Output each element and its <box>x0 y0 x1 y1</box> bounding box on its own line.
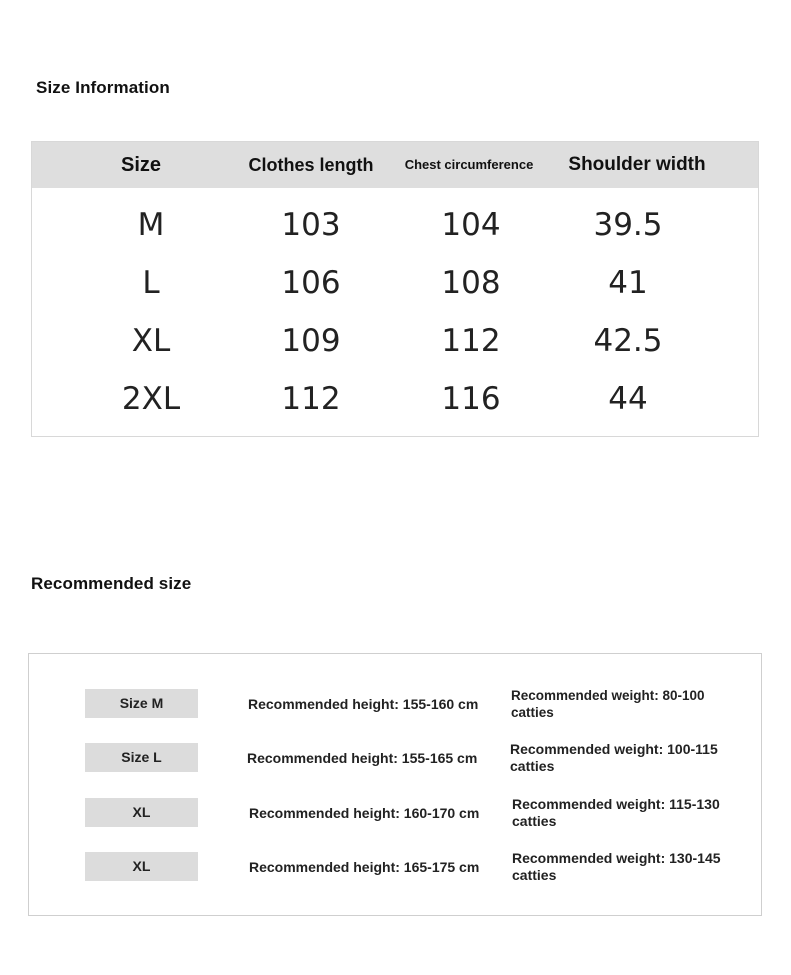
recommended-height: Recommended height: 155-160 cm <box>248 696 479 712</box>
header-chest-circumference: Chest circumference <box>404 157 534 172</box>
list-item <box>29 848 761 888</box>
recommended-height: Recommended height: 155-165 cm <box>247 750 478 766</box>
recommended-weight: Recommended weight: 80-100 catties <box>511 688 705 720</box>
size-label: XL <box>85 798 198 827</box>
size-label: Size M <box>85 689 198 718</box>
length-cell: 109 <box>281 323 341 359</box>
table-row <box>32 312 758 370</box>
shoulder-cell: 42.5 <box>593 323 663 359</box>
shoulder-cell: 44 <box>608 381 648 417</box>
shoulder-cell: 41 <box>608 265 648 301</box>
size-label: XL <box>85 852 198 881</box>
recommended-weight: Recommended weight: 130-145 catties <box>512 850 721 883</box>
recommended-weight: Recommended weight: 100-115 catties <box>510 741 718 774</box>
size-cell: XL <box>131 323 171 359</box>
list-item <box>29 685 761 725</box>
size-cell: M <box>137 207 165 243</box>
header-size: Size <box>120 154 162 176</box>
recommended-height: Recommended height: 160-170 cm <box>249 805 480 821</box>
size-table-header <box>32 142 758 188</box>
size-information-title: Size Information <box>36 78 170 97</box>
length-cell: 112 <box>281 381 341 417</box>
size-label: Size L <box>85 743 198 772</box>
recommended-size-title: Recommended size <box>31 574 192 593</box>
table-row <box>32 370 758 428</box>
size-cell: L <box>142 265 160 301</box>
length-cell: 103 <box>281 207 341 243</box>
recommended-weight: Recommended weight: 115-130 catties <box>512 796 720 829</box>
recommended-size-table <box>28 653 762 916</box>
chest-cell: 112 <box>441 323 501 359</box>
header-clothes-length: Clothes length <box>248 155 374 175</box>
list-item <box>29 739 761 779</box>
table-row <box>32 196 758 254</box>
recommended-height: Recommended height: 165-175 cm <box>249 859 480 875</box>
shoulder-cell: 39.5 <box>593 207 663 243</box>
chest-cell: 104 <box>441 207 501 243</box>
list-item <box>29 794 761 834</box>
chest-cell: 108 <box>441 265 501 301</box>
table-row <box>32 254 758 312</box>
length-cell: 106 <box>281 265 341 301</box>
size-table <box>31 141 759 437</box>
size-cell: 2XL <box>121 381 181 417</box>
chest-cell: 116 <box>441 381 501 417</box>
header-shoulder-width: Shoulder width <box>568 154 706 175</box>
